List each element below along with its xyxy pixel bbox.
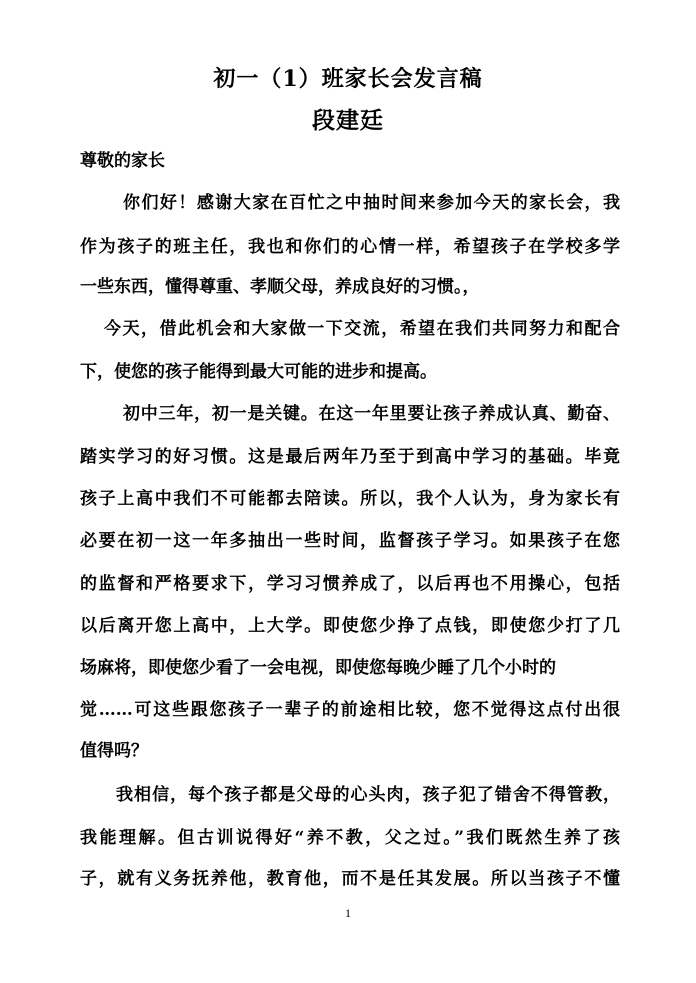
paragraph-line: 子，就有义务抚养他，教育他，而不是任其发展。所以当孩子不懂 xyxy=(80,869,620,889)
paragraph-line: 值得吗？ xyxy=(80,741,148,761)
paragraph-line: 踏实学习的好习惯。这是最后两年乃至于到高中学习的基础。毕竟 xyxy=(80,447,620,467)
paragraph-line: 的监督和严格要求下，学习习惯养成了，以后再也不用操心，包括 xyxy=(80,574,620,594)
paragraph-line: 今天，借此机会和大家做一下交流，希望在我们共同努力和配合 xyxy=(104,319,620,339)
paragraph-line: 以后离开您上高中，上大学。即使您少挣了点钱，即使您少打了几 xyxy=(80,616,620,636)
paragraph-line: 作为孩子的班主任，我也和你们的心情一样，希望孩子在学校多学 xyxy=(80,237,620,257)
paragraph-line: 一些东西，懂得尊重、孝顺父母，养成良好的习惯。， xyxy=(80,277,480,297)
salutation: 尊敬的家长 xyxy=(80,151,165,171)
author-name: 段建廷 xyxy=(312,107,384,134)
paragraph-line: 必要在初一这一年多抽出一些时间，监督孩子学习。如果孩子在您 xyxy=(80,531,620,551)
paragraph-line: 场麻将，即使您少看了一会电视，即使您每晚少睡了几个小时的 xyxy=(80,658,556,678)
paragraph-line: 下，使您的孩子能得到最大可能的进步和提高。 xyxy=(80,362,437,382)
paragraph-line: 初中三年，初一是关键。在这一年里要让孩子养成认真、勤奋、 xyxy=(123,404,620,424)
paragraph-line: 我相信，每个孩子都是父母的心头肉，孩子犯了错舍不得管教， xyxy=(116,785,620,805)
paragraph-line: 孩子上高中我们不可能都去陪读。所以，我个人认为，身为家长有 xyxy=(80,489,620,509)
paragraph-line: 你们好！感谢大家在百忙之中抽时间来参加今天的家长会，我 xyxy=(123,193,620,213)
document-title: 初一（1）班家长会发言稿 xyxy=(213,66,483,92)
paragraph-line: 觉……可这些跟您孩子一辈子的前途相比较，您不觉得这点付出很 xyxy=(80,700,620,720)
page-number: 1 xyxy=(345,906,351,920)
paragraph-line: 我能理解。但古训说得好“养不教，父之过。”我们既然生养了孩 xyxy=(80,828,620,848)
